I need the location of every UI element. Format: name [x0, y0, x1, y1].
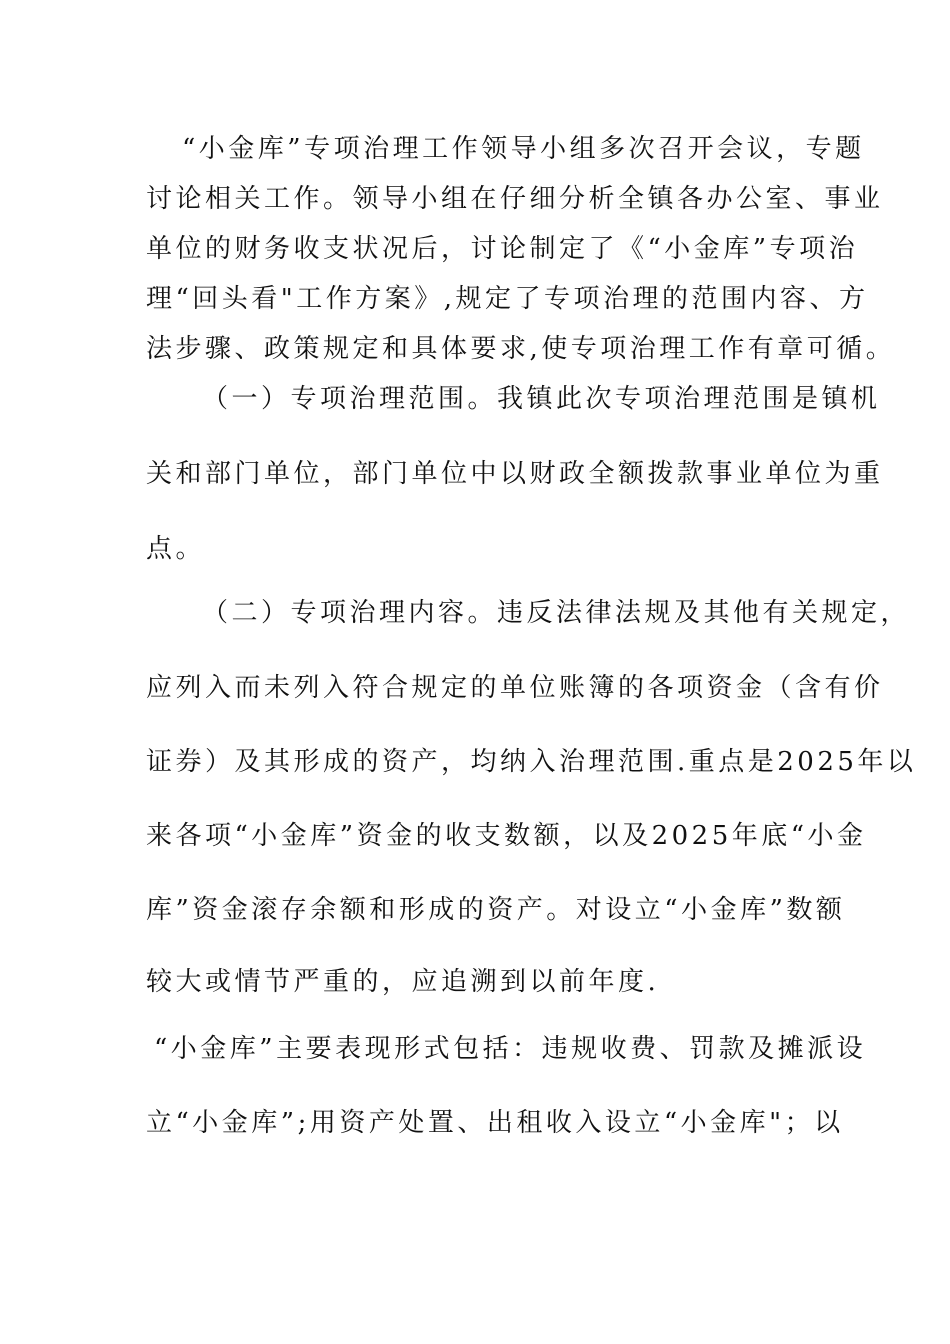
text-line: 较大或情节严重的，应追溯到以前年度. — [146, 967, 660, 997]
text-line: “小金库”专项治理工作领导小组多次召开会议，专题 — [182, 134, 865, 164]
text-line: （二）专项治理内容。违反法律法规及其他有关规定， — [202, 598, 911, 628]
text-line: 法步骤、政策规定和具体要求,使专项治理工作有章可循。 — [146, 334, 896, 364]
text-line: 来各项“小金库”资金的收支数额，以及2025年底“小金 — [146, 821, 867, 851]
text-line: 立“小金库”;用资产处置、出租收入设立“小金库"；以 — [146, 1108, 844, 1138]
text-line: 应列入而未列入符合规定的单位账簿的各项资金（含有价 — [146, 673, 884, 703]
text-line: 关和部门单位，部门单位中以财政全额拨款事业单位为重 — [146, 459, 884, 489]
text-line: （一）专项治理范围。我镇此次专项治理范围是镇机 — [202, 384, 881, 414]
text-line: 库”资金滚存余额和形成的资产。对设立“小金库”数额 — [146, 895, 846, 925]
text-line: 点。 — [146, 534, 206, 564]
text-line: 讨论相关工作。领导小组在仔细分析全镇各办公室、事业 — [146, 184, 884, 214]
text-line: 单位的财务收支状况后，讨论制定了《“小金库”专项治 — [146, 234, 859, 264]
text-line: “小金库”主要表现形式包括：违规收费、罚款及摊派设 — [154, 1034, 867, 1064]
text-line: 理“回头看"工作方案》,规定了专项治理的范围内容、方 — [146, 284, 869, 314]
text-line: 证券）及其形成的资产，均纳入治理范围.重点是2025年以 — [146, 747, 917, 777]
